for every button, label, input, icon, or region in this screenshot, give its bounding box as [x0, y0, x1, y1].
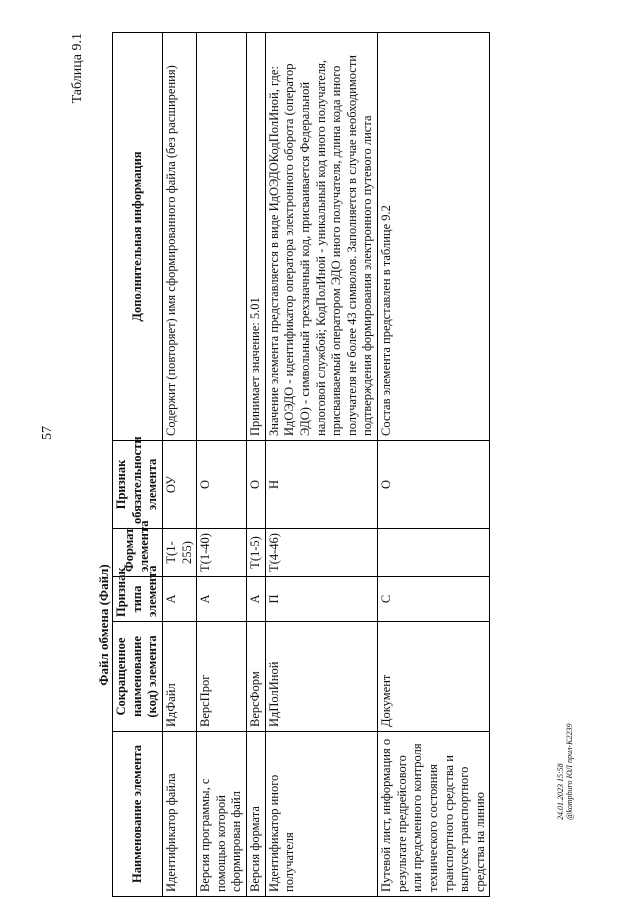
table-cell: T(1-255) — [162, 529, 196, 577]
table-cell: T(4-46) — [265, 529, 377, 577]
signature-stamp — [556, 724, 574, 820]
column-header: Наименование элемента — [113, 732, 163, 897]
table-cell — [197, 33, 247, 441]
table-label: Таблица 9.1 — [70, 33, 85, 104]
table-cell: ОУ — [162, 441, 196, 529]
table-cell: Идентификатор иного получателя — [265, 732, 377, 897]
table-cell: О — [247, 441, 266, 529]
table-cell: ВерсФорм — [247, 622, 266, 732]
exchange-file-table — [112, 32, 490, 897]
column-header: Формат элемента — [113, 529, 163, 577]
table-row — [197, 33, 247, 897]
table-row — [162, 33, 196, 897]
table-row — [378, 33, 490, 897]
rotated-page-content — [0, 25, 560, 905]
table-cell: Документ — [378, 622, 490, 732]
table-cell: А — [247, 577, 266, 622]
table-cell: Н — [265, 441, 377, 529]
stamp-text: @kompburo ЮЛ прил-К2239 — [565, 723, 574, 820]
table-cell: О — [197, 441, 247, 529]
table-cell: T(1-40) — [197, 529, 247, 577]
table-row — [247, 33, 266, 897]
table-cell: Путевой лист, информация о результате предрейсового или предсменного контроля технического состояния транспортного средства и выпуске транспортного средства на линию — [378, 732, 490, 897]
table-cell: А — [197, 577, 247, 622]
table-row — [265, 33, 377, 897]
table-cell: ИдФайл — [162, 622, 196, 732]
column-header: Признак типа элемента — [113, 577, 163, 622]
column-header: Признак обязательности элемента — [113, 441, 163, 529]
table-cell: ИдПолИной — [265, 622, 377, 732]
table-cell: Принимает значение: 5.01 — [247, 33, 266, 441]
stamp-date: 24.01.2023 15:58 — [556, 763, 565, 820]
table-cell: Значение элемента представляется в виде ИдОЭДОКодПолИной, где: ИдОЭДО - идентификатор оператора электронного оборота (оператор ЭДО) - символьный трехзначный код, присваивается Федеральной налоговой службой; КодПолИной - уникальный код иного получателя, присваиваемый оператором ЭДО иного получателя, длина кода иного получателя не более 43 символов. Заполняется в случае необходимости подтверждения формирования электронного путевого листа — [265, 33, 377, 441]
table-cell: Состав элемента представлен в таблице 9.2 — [378, 33, 490, 441]
table-cell: T(1-5) — [247, 529, 266, 577]
table-cell: Содержит (повторяет) имя сформированного файла (без расширения) — [162, 33, 196, 441]
table-cell: Версия программы, с помощью которой сформирован файл — [197, 732, 247, 897]
table-cell: Версия формата — [247, 732, 266, 897]
table-cell: А — [162, 577, 196, 622]
column-header: Дополнительная информация — [113, 33, 163, 441]
page-number: 57 — [40, 426, 55, 440]
table-cell: С — [378, 577, 490, 622]
table-title: Файл обмена (Файл) — [96, 564, 111, 686]
table-cell: Идентификатор файла — [162, 732, 196, 897]
column-header: Сокращенное наименование (код) элемента — [113, 622, 163, 732]
table-cell: П — [265, 577, 377, 622]
table-cell — [378, 529, 490, 577]
table-cell: О — [378, 441, 490, 529]
table-cell: ВерсПрог — [197, 622, 247, 732]
table-header-row — [113, 33, 163, 897]
